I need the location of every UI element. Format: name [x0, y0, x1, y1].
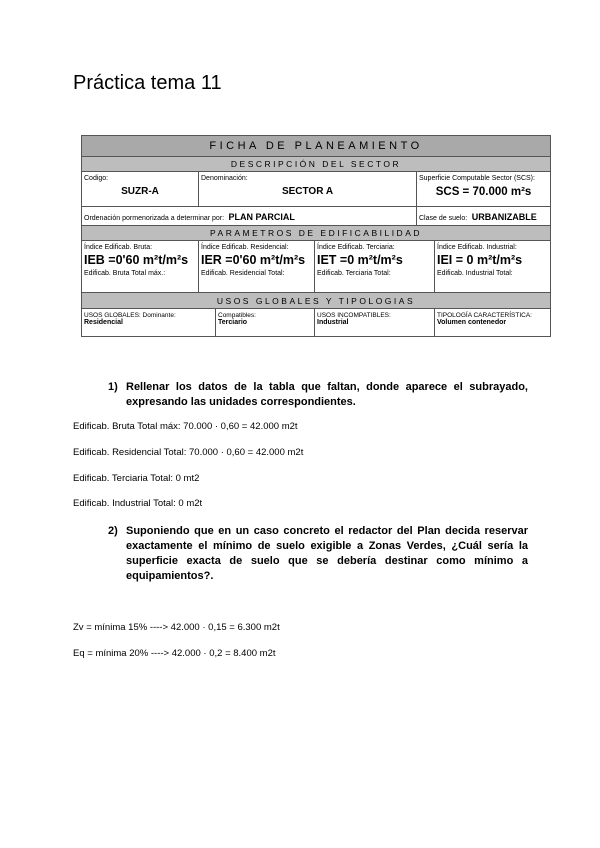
superficie-label: Superficie Computable Sector (SCS):	[419, 175, 535, 182]
question-1	[108, 380, 528, 410]
indice-residencial-label: Índice Edificab. Residencial:	[201, 244, 289, 251]
ordenacion-cell	[82, 207, 417, 226]
indice-residencial-formula: IER =0'60 m²t/m²s	[201, 253, 306, 267]
answer-bruta: Edificab. Bruta Total máx: 70.000 · 0,60 = 42.000 m2t	[73, 421, 298, 432]
compatibles-label: Compatibles:	[218, 312, 256, 319]
compatibles-value: Terciario	[218, 319, 248, 326]
tipologia-value: Volumen contenedor	[437, 319, 507, 326]
edificab-terciaria-total-label: Edificab. Terciaria Total:	[317, 270, 391, 277]
superficie-cell	[417, 172, 551, 207]
incompatibles-cell	[315, 309, 435, 337]
compatibles-cell	[216, 309, 315, 337]
question-2	[108, 524, 528, 584]
indice-bruta-label: Índice Edificab. Bruta:	[84, 244, 153, 251]
clase-value: URBANIZABLE	[471, 212, 537, 222]
indice-residencial-cell	[199, 241, 315, 293]
incompatibles-value: Industrial	[317, 319, 349, 326]
clase-cell	[417, 207, 551, 226]
indice-terciaria-label: Índice Edificab. Terciaria:	[317, 244, 395, 251]
indice-industrial-label: Índice Edificab. Industrial:	[437, 244, 517, 251]
indice-industrial-cell	[435, 241, 551, 293]
page-title: Práctica tema 11	[73, 72, 222, 94]
edificab-residencial-total-label: Edificab. Residencial Total:	[201, 270, 285, 277]
tipologia-cell	[435, 309, 551, 337]
usos-globales-label: USOS GLOBALES: Dominante:	[84, 312, 176, 319]
ordenacion-value: PLAN PARCIAL	[228, 212, 295, 222]
question-1-text: Rellenar los datos de la tabla que faltan, donde aparece el subrayado, expresando las unidades correspondientes.	[126, 381, 528, 408]
incompatibles-label: USOS INCOMPATIBLES:	[317, 312, 391, 319]
answer-industrial: Edificab. Industrial Total: 0 m2t	[73, 498, 203, 509]
usos-header: USOS GLOBALES Y TIPOLOGIAS	[82, 293, 551, 309]
usos-globales-cell	[82, 309, 216, 337]
superficie-value: SCS = 70.000 m²s	[435, 186, 532, 198]
ordenacion-label: Ordenación pormenorizada a determinar por:	[84, 215, 225, 222]
ficha-planeamiento-table	[81, 135, 551, 337]
indice-industrial-formula: IEI = 0 m²t/m²s	[437, 253, 523, 267]
denominacion-label: Denominación:	[201, 175, 248, 182]
indice-bruta-cell	[82, 241, 199, 293]
answer-terciaria: Edificab. Terciaria Total: 0 mt2	[73, 473, 200, 484]
question-2-text: Suponiendo que en un caso concreto el redactor del Plan decida reservar exactamente el mínimo de suelo exigible a Zonas Verdes, ¿Cuál sería la superficie exacta de suelo que se debería destinar como mínimo a equipamientos?.	[126, 525, 528, 582]
usos-globales-value: Residencial	[84, 319, 123, 326]
question-1-number: 1)	[108, 381, 118, 393]
edificab-industrial-total-label: Edificab. Industrial Total:	[437, 270, 513, 277]
edificab-bruta-total-label: Edificab. Bruta Total máx.:	[84, 270, 166, 277]
question-2-number: 2)	[108, 525, 118, 537]
indice-bruta-formula: IEB =0'60 m²t/m²s	[84, 253, 189, 267]
codigo-label: Codigo:	[84, 175, 109, 182]
ficha-header: FICHA DE PLANEAMIENTO	[82, 136, 551, 157]
denominacion-cell	[199, 172, 417, 207]
indice-terciaria-cell	[315, 241, 435, 293]
indice-terciaria-formula: IET =0 m²t/m²s	[317, 253, 403, 267]
descripcion-header: DESCRIPCIÓN DEL SECTOR	[82, 157, 551, 172]
answer-equipamientos: Eq = mínima 20% ----> 42.000 · 0,2 = 8.400 m2t	[73, 648, 276, 659]
codigo-cell	[82, 172, 199, 207]
tipologia-label: TIPOLOGÍA CARACTERÍSTICA:	[437, 312, 532, 319]
clase-label: Clase de suelo:	[419, 215, 468, 222]
codigo-value: SUZR-A	[121, 186, 159, 197]
answer-residencial: Edificab. Residencial Total: 70.000 · 0,60 = 42.000 m2t	[73, 447, 304, 458]
parametros-header: PARAMETROS DE EDIFICABILIDAD	[82, 226, 551, 241]
answer-zonas-verdes: Zv = mínima 15% ----> 42.000 · 0,15 = 6.300 m2t	[73, 622, 280, 633]
denominacion-value: SECTOR A	[281, 186, 334, 197]
